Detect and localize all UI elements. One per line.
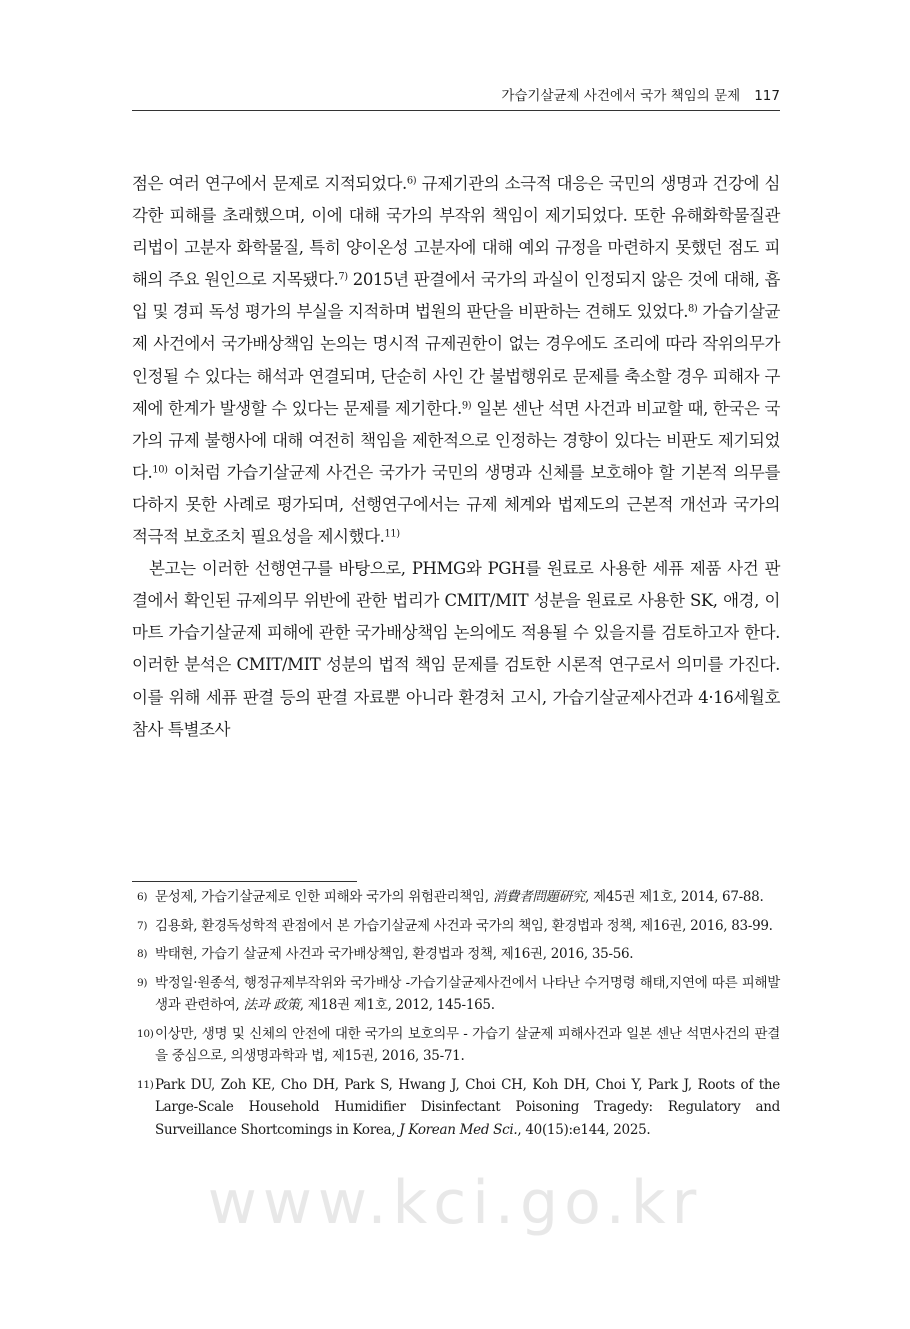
- footnote-text: 박정일·원종석, 행정규제부작위와 국가배상 -가습기살균제사건에서 나타난 수거명령 해태,지연에 따른 피해발생과 관련하여,: [155, 974, 780, 1013]
- footnote-text: 김용화, 환경독성학적 관점에서 본 가습기살균제 사건과 국가의 책임, 환경법과 정책, 제16권, 2016, 83-99.: [155, 917, 773, 934]
- footnote-italic-title: J Korean Med Sci.: [399, 1121, 518, 1138]
- paragraph-text: 가습기살균제 사건에서 국가배상책임 논의는 명시적 규제권한이 없는 경우에도 조리에 따라 작위의무가 인정될 수 있다는 해석과 연결되며, 단순히 사인 간 불법행위로 문제를 축소할 경우 피해자 구제에 한계가 발생할 수 있다는 문제를 제기한다.: [132, 302, 780, 418]
- page-number: 117: [754, 88, 780, 104]
- footnote-ref[interactable]: 9): [461, 400, 472, 412]
- footnote-ref[interactable]: 8): [688, 303, 698, 315]
- footnote-text: 문성제, 가습기살균제로 인한 피해와 국가의 위험관리책임,: [155, 889, 493, 905]
- body-text: [132, 168, 780, 746]
- footnote: [132, 915, 780, 938]
- footnote-ref[interactable]: 10): [152, 464, 168, 476]
- footnotes: [132, 886, 780, 1147]
- running-header: [132, 82, 780, 111]
- paragraph-text: 일본 센난 석면 사건과 비교할 때, 한국은 국가의 규제 불행사에 대해 여전히 책임을 제한적으로 인정하는 경향이 있다는 비판도 제기되었다.: [132, 398, 780, 482]
- footnote-number: 11): [137, 1078, 154, 1091]
- footnote-text: , 40(15):e144, 2025.: [517, 1121, 651, 1138]
- footnote-text: , 제45권 제1호, 2014, 67-88.: [585, 889, 764, 905]
- footnote-text: Park DU, Zoh KE, Cho DH, Park S, Hwang J, Choi CH, Koh DH, Choi Y, Park J, Roots of the Large-Scale Household Humidifier Disinfectant Poisoning Tragedy: Regulatory and Surveillance Shortcomings in Korea,: [155, 1076, 780, 1138]
- paragraph-2: 본고는 이러한 선행연구를 바탕으로, PHMG와 PGH를 원료로 사용한 세퓨 제품 사건 판결에서 확인된 규제의무 위반에 관한 법리가 CMIT/MIT 성분을 원료로 사용한 SK, 애경, 이마트 가습기살균제 피해에 관한 국가배상책임 논의에도 적용될 수 있을지를 검토하고자 한다. 이러한 분석은 CMIT/MIT 성분의 법적 책임 문제를 검토한 시론적 연구로서 의미를 가진다. 이를 위해 세퓨 판결 등의 판결 자료뿐 아니라 환경처 고시, 가습기살균제사건과 4·16세월호참사 특별조사: [132, 559, 780, 739]
- watermark: www.kci.go.kr: [207, 1168, 703, 1238]
- footnote-number: 10): [137, 1027, 154, 1040]
- footnote-italic-title: 法과 政策: [243, 997, 300, 1013]
- footnote-ref[interactable]: 6): [406, 175, 417, 187]
- paragraph-1: [132, 168, 780, 553]
- footnote-ref[interactable]: 7): [338, 271, 348, 283]
- footnote-number: 7): [137, 919, 148, 932]
- paragraph-text: 이처럼 가습기살균제 사건은 국가가 국민의 생명과 신체를 보호해야 할 기본적 의무를 다하지 못한 사례로 평가되며, 선행연구에서는 규제 체계와 법제도의 근본적 개선과 국가의 적극적 보호조치 필요성을 제시했다.: [132, 462, 780, 547]
- footnote-italic-title: 消費者問題硏究: [492, 889, 586, 905]
- footnote: [132, 1023, 780, 1068]
- footnote-number: 6): [137, 891, 148, 903]
- footnote: [132, 972, 780, 1017]
- footnote-text: 이상만, 생명 및 신체의 안전에 대한 국가의 보호의무 - 가습기 살균제 피해사건과 일본 센난 석면사건의 판결을 중심으로, 의생명과학과 법, 제15권, 2016, 35-71.: [155, 1025, 780, 1064]
- footnote-text: , 제18권 제1호, 2012, 145-165.: [299, 997, 495, 1013]
- footnote: [132, 943, 780, 966]
- footnote-separator: [132, 881, 357, 882]
- paragraph-text: 규제기관의 소극적 대응은 국민의 생명과 건강에 심각한 피해를 초래했으며, 이에 대해 국가의 부작위 책임이 제기되었다. 또한 유해화학물질관리법이 고분자 화학물질, 특히 양이온성 고분자에 대해 예외 규정을 마련하지 못했던 점도 피해의 주요 원인으로 지목됐다.: [132, 174, 780, 290]
- footnote-ref[interactable]: 11): [384, 528, 400, 540]
- paragraph-text: 2015년 판결에서 국가의 과실이 인정되지 않은 것에 대해, 흡입 및 경피 독성 평가의 부실을 지적하며 법원의 판단을 비판하는 견해도 있었다.: [132, 270, 780, 322]
- paragraph-text: 점은 여러 연구에서 문제로 지적되었다.: [132, 174, 407, 193]
- footnote: [132, 1074, 780, 1142]
- footnote-number: 8): [137, 948, 148, 960]
- footnote-text: 박태현, 가습기 살균제 사건과 국가배상책임, 환경법과 정책, 제16권, 2016, 35-56.: [155, 946, 634, 962]
- running-title: 가습기살균제 사건에서 국가 책임의 문제: [501, 88, 741, 104]
- footnote-number: 9): [137, 976, 148, 989]
- footnote: [132, 886, 780, 909]
